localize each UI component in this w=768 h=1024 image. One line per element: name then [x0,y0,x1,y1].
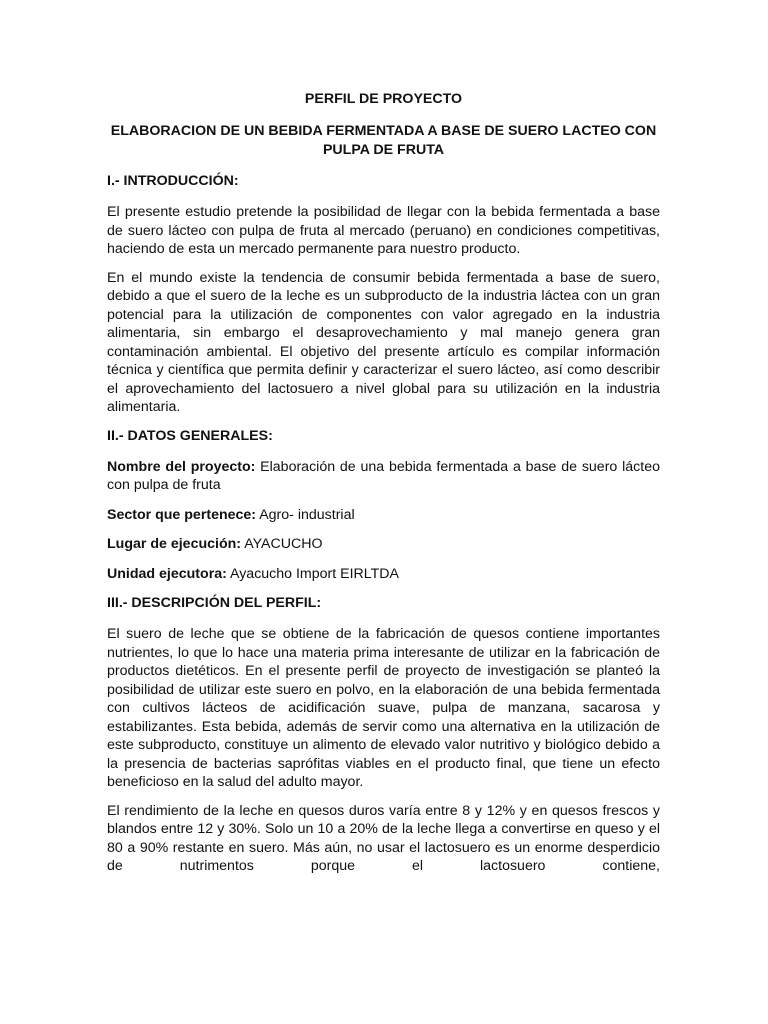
field-label: Sector que pertenece: [107,506,257,523]
field-value: Agro- industrial [259,506,355,523]
field-sector [107,506,660,525]
field-value: Elaboración de una bebida fermentada a base de suero lácteo con pulpa de fruta [107,458,660,493]
field-lugar [107,535,660,554]
document-subtitle: ELABORACION DE UN BEBIDA FERMENTADA A BASE DE SUERO LACTEO CON PULPA DE FRUTA [110,123,657,158]
descripcion-paragraph-2: El rendimiento de la leche en quesos duros varía entre 8 y 12% y en quesos frescos y blandos entre 12 y 30%. Solo un 10 a 20% de la leche llega a convertirse en queso y el 80 a 90% restante en suero. Más aún, no usar el lactosuero es un enorme desperdicio de nutrimentos porque el lactosuero contiene, [107,802,660,874]
descripcion-paragraph-1: El suero de leche que se obtiene de la fabricación de quesos contiene importantes nutrientes, lo que lo hace una materia prima interesante de utilizar en la fabricación de productos dietéticos. En el presente perfil de proyecto de investigación se planteó la posibilidad de utilizar este suero en polvo, en la elaboración de una bebida fermentada con cultivos lácteos de acidificación suave, pulpa de manzana, sacarosa y estabilizantes. Esta bebida, además de servir como una alternativa en la utilización de este subproducto, constituye un alimento de elevado valor nutritivo y biológico debido a la presencia de bacterias saprófitas viables en el producto final, que tiene un efecto beneficioso en la salud del adulto mayor. [107,626,660,790]
document-title: PERFIL DE PROYECTO [304,91,463,107]
field-nombre-proyecto [107,458,660,495]
intro-paragraph-2: En el mundo existe la tendencia de consumir bebida fermentada a base de suero, debido a que el suero de la leche es un subproducto de la industria láctea con un gran potencial para la utilización de componentes con valor agregado en la industria alimentaria, sin embargo el desaprovechamiento y mal manejo genera gran contaminación ambiental. El objetivo del presente artículo es compilar información técnica y científica que permita definir y caracterizar el suero lácteo, así como describir el aprovechamiento del lactosuero a nivel global para su utilización en la industria alimentaria. [107,269,660,415]
field-label: Nombre del proyecto: [107,458,256,475]
section-heading-introduccion: I.- INTRODUCCIÓN: [107,173,239,189]
field-value: AYACUCHO [244,536,323,552]
field-value: Ayacucho Import EIRLTDA [230,565,400,582]
field-label: Unidad ejecutora: [107,565,227,582]
field-unidad-ejecutora [107,565,660,584]
section-heading-datos-generales: II.- DATOS GENERALES: [107,427,273,444]
field-label: Lugar de ejecución: [107,536,242,552]
section-heading-descripcion: III.- DESCRIPCIÓN DEL PERFIL: [107,595,322,611]
intro-paragraph-1: El presente estudio pretende la posibilidad de llegar con la bebida fermentada a base de suero lácteo con pulpa de fruta al mercado (peruano) en condiciones competitivas, haciendo de esta un mercado permanente para nuestro producto. [107,204,660,257]
